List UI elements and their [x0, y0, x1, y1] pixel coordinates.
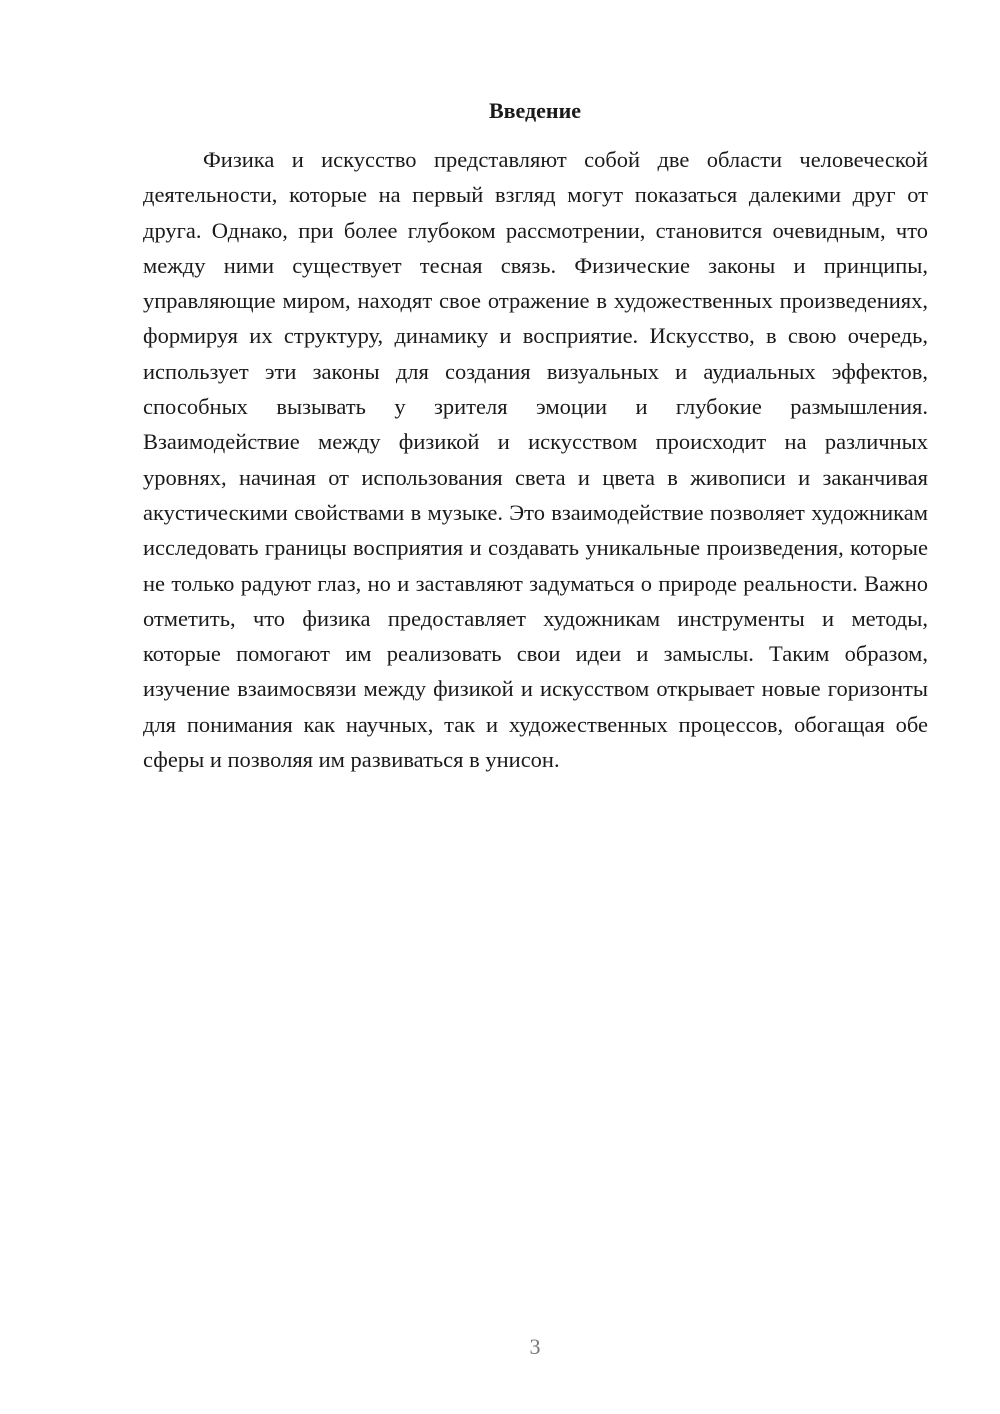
page-number: 3	[529, 1334, 541, 1359]
body-paragraph: Физика и искусство представляют собой две области человеческой деятельности, которые на первый взгляд могут показаться далекими друг от друга. Однако, при более глубоком рассмотрении, становится очевидным, что между ними существует тесная связь. Физические законы и принципы, управляющие миром, находят свое отражение в художественных произведениях, формируя их структуру, динамику и восприятие. Искусство, в свою очередь, использует эти законы для создания визуальных и аудиальных эффектов, способных вызывать у зрителя эмоции и глубокие размышления. Взаимодействие между физикой и искусством происходит на различных уровнях, начиная от использования света и цвета в живописи и заканчивая акустическими свойствами в музыке. Это взаимодействие позволяет художникам исследовать границы восприятия и создавать уникальные произведения, которые не только радуют глаз, но и заставляют задуматься о природе реальности. Важно отметить, что физика предоставляет художникам инструменты и методы, которые помогают им реализовать свои идеи и замыслы. Таким образом, изучение взаимосвязи между физикой и искусством открывает новые горизонты для понимания как научных, так и художественных процессов, обогащая обе сферы и позволяя им развиваться в унисон.	[143, 147, 928, 773]
section-heading: Введение	[488, 98, 582, 123]
